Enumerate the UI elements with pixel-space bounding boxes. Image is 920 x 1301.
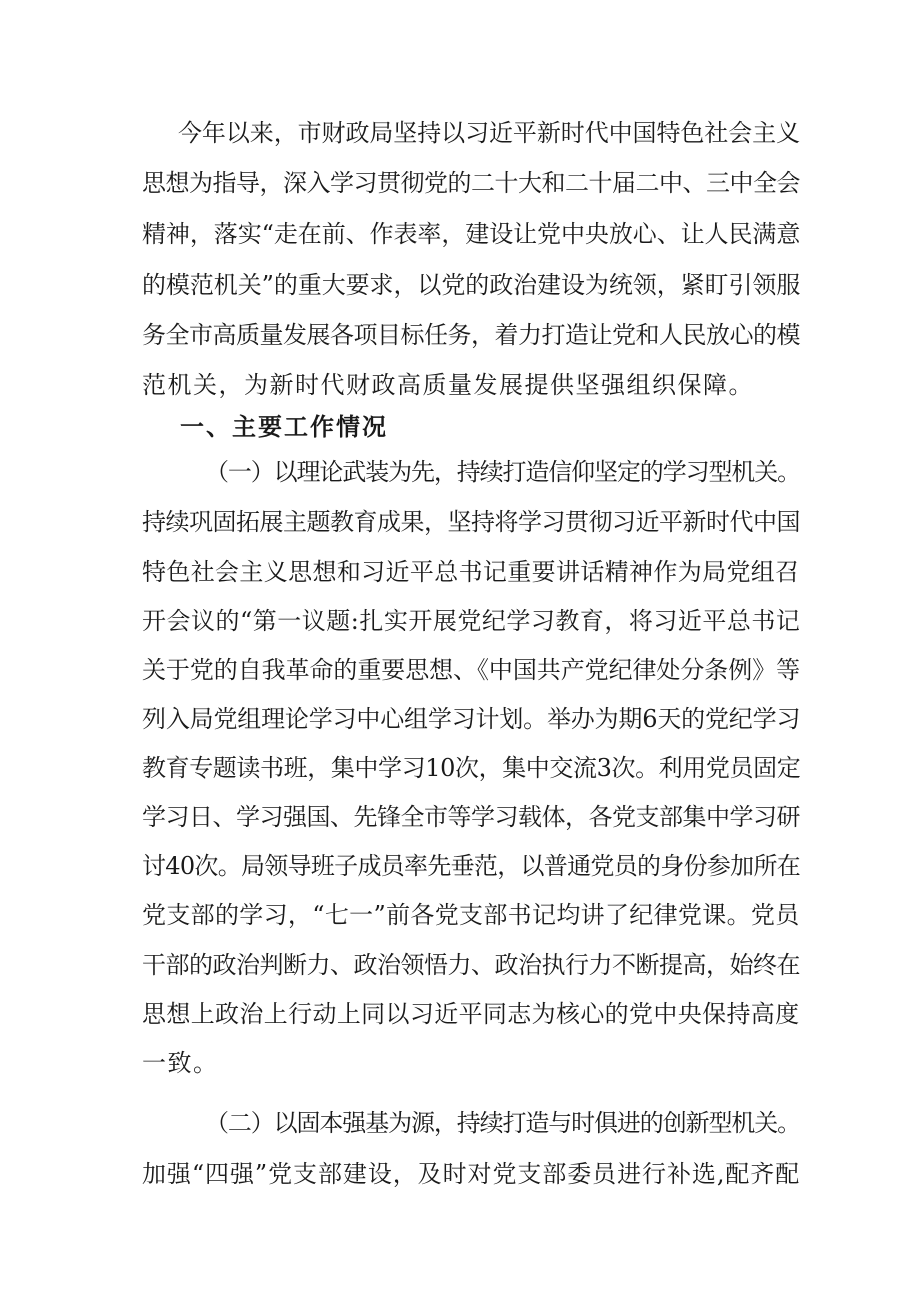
- subsection-1-line-9: 党支部的学习，“七一”前各党支部书记均讲了纪律党课。党员: [142, 901, 800, 929]
- subsection-1-line-1: 持续巩固拓展主题教育成果，坚持将学习贯彻习近平新时代中国: [142, 508, 800, 536]
- subsection-1-line-3: 开会议的“第一议题:扎实开展党纪学习教育，将习近平总书记: [142, 607, 801, 635]
- subsection-1-line-6: 教育专题读书班，集中学习10次，集中交流3次。利用党员固定: [142, 754, 801, 782]
- subsection-2-title: （二）以固本强基为源，持续打造与时俱进的创新型机关。: [205, 1109, 800, 1137]
- subsection-1-line-11: 思想上政治上行动上同以习近平同志为核心的党中央保持高度: [142, 1000, 800, 1028]
- paragraph-intro-line-6: 范机关，为新时代财政高质量发展提供坚强组织保障。: [142, 371, 754, 399]
- paragraph-intro-line-4: 的模范机关”的重大要求，以党的政治建设为统领，紧盯引领服: [142, 271, 801, 299]
- paragraph-intro-line-1: 今年以来，市财政局坚持以习近平新时代中国特色社会主义: [178, 119, 800, 147]
- subsection-1-line-12: 一致。: [142, 1049, 219, 1077]
- subsection-1-line-7: 学习日、学习强国、先锋全市等学习载体，各党支部集中学习研: [142, 803, 800, 831]
- subsection-1-title: （一）以理论武装为先，持续打造信仰坚定的学习型机关。: [205, 458, 800, 486]
- paragraph-intro-line-3: 精神，落实“走在前、作表率，建设让党中央放心、让人民满意: [142, 220, 801, 248]
- subsection-1-line-2: 特色社会主义思想和习近平总书记重要讲话精神作为局党组召: [142, 558, 800, 586]
- subsection-2-line-1: 加强“四强”党支部建设，及时对党支部委员进行补选,配齐配: [142, 1160, 801, 1188]
- subsection-1-line-5: 列入局党组理论学习中心组学习计划。举办为期6天的党纪学习: [142, 705, 801, 733]
- subsection-1-line-10: 干部的政治判断力、政治领悟力、政治执行力不断提高，始终在: [142, 951, 800, 979]
- subsection-1-line-4: 关于党的自我革命的重要思想、《中国共产党纪律处分条例》等: [142, 656, 800, 684]
- paragraph-intro-line-5: 务全市高质量发展各项目标任务，着力打造让党和人民放心的模: [142, 321, 800, 349]
- paragraph-intro-line-2: 思想为指导，深入学习贯彻党的二十大和二十届二中、三中全会: [142, 169, 800, 197]
- section-heading: 一、主要工作情况: [180, 413, 388, 441]
- subsection-1-line-8: 讨40次。局领导班子成员率先垂范，以普通党员的身份参加所在: [142, 852, 801, 880]
